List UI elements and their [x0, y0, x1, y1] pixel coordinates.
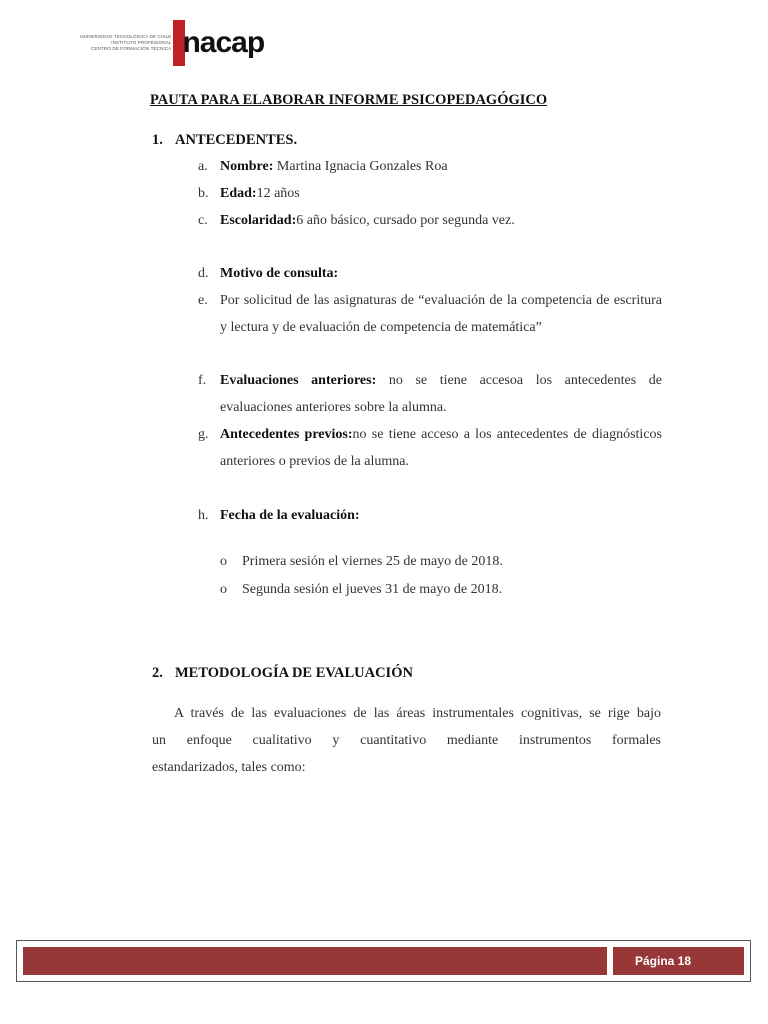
item-escolaridad: c. Escolaridad:6 año básico, cursado por segunda vez. [198, 213, 515, 228]
item-antecedentes-previos: g. Antecedentes previos:no se tiene acceso a los antecedentes de diagnósticos anteriores o previos de la alumna. [198, 427, 662, 469]
item-motivo-detalle: e. Por solicitud de las asignaturas de “evaluación de la competencia de escritura y lectura y de evaluación de competencia de matemática” [198, 293, 662, 335]
methodology-paragraph: A través de las evaluaciones de las áreas instrumentales cognitivas, se rige bajo un enfoque cualitativo y cuantitativo mediante instrumentos formales estandarizados, tales como: [152, 706, 661, 775]
footer-bar [23, 947, 607, 975]
page-number: Página 18 [613, 947, 744, 975]
logo-wordmark [173, 20, 264, 66]
page-footer [16, 940, 751, 982]
inacap-logo [80, 20, 265, 66]
item-fecha-evaluacion: h. Fecha de la evaluación: [198, 508, 360, 523]
item-evaluaciones-anteriores: f. Evaluaciones anteriores: no se tiene accesoa los antecedentes de evaluaciones anteriores sobre la alumna. [198, 373, 662, 415]
session-item: o Primera sesión el viernes 25 de mayo de 2018. [220, 554, 503, 569]
item-motivo-consulta: d. Motivo de consulta: [198, 266, 339, 281]
item-edad: b. Edad:12 años [198, 186, 300, 201]
session-item: o Segunda sesión el jueves 31 de mayo de 2018. [220, 582, 503, 597]
logo-institution-text: UNIVERSIDAD TECNOLÓGICA DE CHILE INSTITUTO PROFESIONAL CENTRO DE FORMACIÓN TÉCNICA [80, 34, 172, 51]
section-2-heading: 2. METODOLOGÍA DE EVALUACIÓN [152, 665, 413, 681]
logo-name: nacap [182, 26, 265, 59]
section-1-heading: 1. ANTECEDENTES. [152, 132, 298, 148]
document-title: PAUTA PARA ELABORAR INFORME PSICOPEDAGÓGICO [150, 92, 548, 108]
item-nombre: a. Nombre: Martina Ignacia Gonzales Roa [198, 159, 448, 174]
